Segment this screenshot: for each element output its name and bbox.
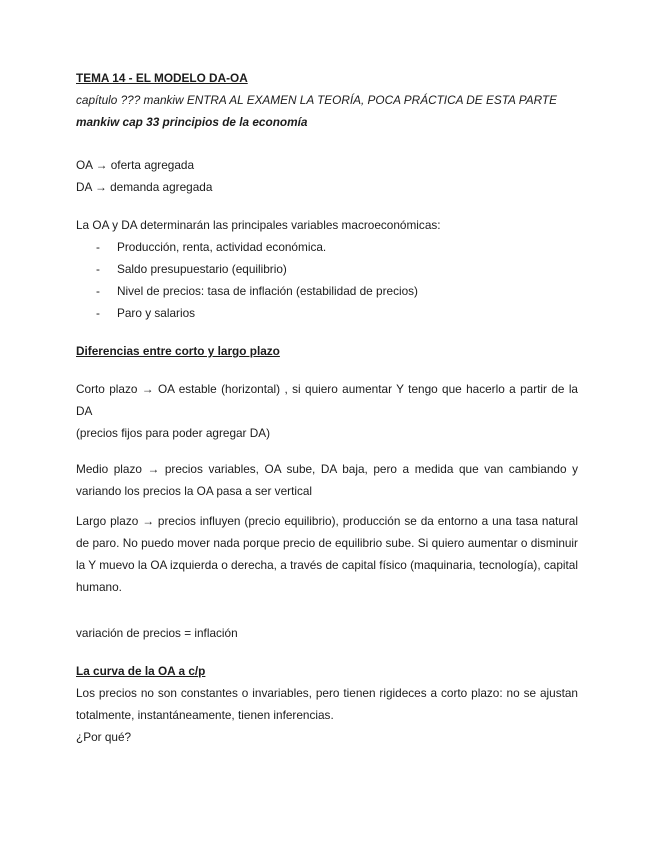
question-why: ¿Por qué?: [76, 730, 132, 744]
page-title: TEMA 14 - EL MODELO DA-OA: [76, 71, 248, 85]
list-item-text: Saldo presupuestario (equilibrio): [117, 262, 287, 276]
book-reference: mankiw cap 33 principios de la economía: [76, 115, 308, 129]
inflation-note: variación de precios = inflación: [76, 626, 238, 640]
section-heading-short-long-run: Diferencias entre corto y largo plazo: [76, 344, 280, 358]
paragraph-medium-run: Medio plazo → precios variables, OA sube, DA baja, pero a medida que van cambiando y variando los precios la OA pasa a ser vertical: [76, 462, 578, 498]
paragraph-long-run: Largo plazo → precios influyen (precio equilibrio), producción se da entorno a una tasa natural de paro. No puedo mover nada porque precio de equilibrio sube. Si quiero aumentar o disminuir la Y muevo la OA izquierda o derecha, a través de capital físico (maquinaria, tecnología), capital humano.: [76, 514, 578, 594]
exam-note: capítulo ??? mankiw ENTRA AL EXAMEN LA TEORÍA, POCA PRÁCTICA DE ESTA PARTE: [76, 93, 557, 107]
paragraph-short-run: Corto plazo → OA estable (horizontal) , si quiero aumentar Y tengo que hacerlo a partir de la DA: [76, 382, 578, 418]
section-heading-oa-curve: La curva de la OA a c/p: [76, 664, 206, 678]
variables-intro: La OA y DA determinarán las principales variables macroeconómicas:: [76, 218, 441, 232]
note-fixed-prices: (precios fijos para poder agregar DA): [76, 426, 271, 440]
list-item-marker: -: [96, 284, 100, 298]
definition-oa: OA → oferta agregada: [76, 158, 195, 172]
list-item-marker: -: [96, 240, 100, 254]
list-item: [76, 280, 578, 302]
list-item-text: Paro y salarios: [117, 306, 196, 320]
list-item: [76, 258, 578, 280]
list-item-marker: -: [96, 262, 100, 276]
paragraph-sticky-prices: Los precios no son constantes o invariables, pero tienen rigideces a corto plazo: no se ajustan totalmente, instantáneamente, tienen inferencias.: [76, 686, 578, 722]
list-item-marker: -: [96, 306, 100, 320]
list-item-text: Producción, renta, actividad económica.: [117, 240, 327, 254]
list-item: [76, 302, 578, 324]
variables-list: [76, 236, 578, 324]
list-item: [76, 236, 578, 258]
list-item-text: Nivel de precios: tasa de inflación (estabilidad de precios): [117, 284, 418, 298]
definition-da: DA → demanda agregada: [76, 180, 213, 194]
definitions: [76, 154, 578, 198]
